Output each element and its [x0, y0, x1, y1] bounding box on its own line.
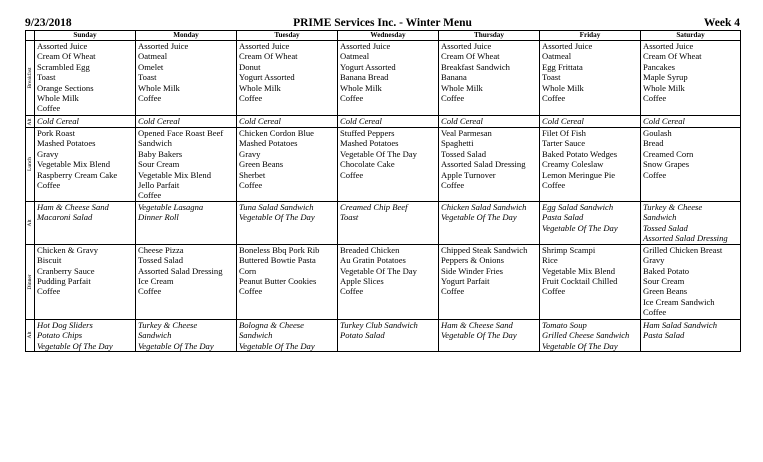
meal-row-dinner: [26, 244, 741, 319]
day-header: Friday: [540, 31, 641, 41]
menu-cell-tuesday: [237, 128, 338, 202]
menu-item: Oatmeal: [340, 51, 370, 62]
meal-label: Dinner: [26, 274, 33, 290]
corner-cell: [26, 31, 35, 41]
menu-item: Stuffed Peppers: [340, 128, 395, 138]
menu-item: Ice Cream Sandwich: [643, 296, 715, 307]
menu-item: Coffee: [340, 286, 364, 297]
meal-label-cell: [26, 319, 35, 351]
menu-item: Vegetable Of The Day: [138, 340, 214, 351]
meal-label: Alt: [26, 117, 33, 126]
menu-cell-sunday: [35, 244, 136, 319]
menu-item: Corn: [239, 265, 257, 276]
menu-item: Baked Potato: [643, 265, 690, 276]
menu-item: Grilled Chicken Breast: [643, 244, 723, 255]
menu-cell-saturday: [641, 244, 741, 319]
menu-item: Yogurt Assorted: [340, 61, 396, 72]
menu-item: Cold Cereal: [138, 116, 180, 126]
menu-item: Tuna Salad Sandwich: [239, 201, 314, 212]
menu-item: Egg Salad Sandwich: [542, 201, 614, 212]
menu-item: Vegetable Mix Blend: [138, 169, 212, 180]
menu-item: Orange Sections: [37, 82, 94, 93]
menu-item: Au Gratin Potatoes: [340, 255, 406, 266]
menu-item: Gravy: [239, 148, 261, 159]
menu-cell-saturday: [641, 319, 741, 351]
menu-item: Banana: [441, 72, 467, 83]
menu-item: Pancakes: [643, 61, 675, 72]
menu-item: Turkey & Cheese: [643, 201, 703, 212]
menu-item: Boneless Bbq Pork Rib: [239, 244, 320, 255]
menu-cell-monday: [136, 116, 237, 128]
menu-item: Ice Cream: [138, 276, 174, 287]
menu-item: Peppers & Onions: [441, 255, 505, 266]
menu-cell-monday: [136, 244, 237, 319]
menu-cell-tuesday: [237, 41, 338, 116]
menu-item: Cold Cereal: [542, 116, 584, 126]
menu-item: Baby Bakers: [138, 148, 183, 159]
menu-item: Mashed Potatoes: [239, 138, 298, 149]
menu-cell-friday: [540, 319, 641, 351]
menu-item: Oatmeal: [138, 51, 168, 62]
menu-item: Maple Syrup: [643, 72, 688, 83]
menu-item: Cream Of Wheat: [239, 51, 298, 62]
menu-item: Turkey Club Sandwich: [340, 319, 418, 330]
menu-item: Oatmeal: [542, 51, 572, 62]
menu-item: Cold Cereal: [340, 116, 382, 126]
menu-item: Assorted Juice: [37, 41, 88, 51]
menu-item: Biscuit: [37, 255, 62, 266]
day-header: Thursday: [439, 31, 540, 41]
menu-item: Gravy: [37, 148, 59, 159]
menu-item: Assorted Salad Dressing: [441, 159, 526, 170]
menu-item: Vegetable Of The Day: [340, 265, 417, 276]
menu-item: Coffee: [643, 307, 667, 318]
menu-item: Cold Cereal: [239, 116, 281, 126]
menu-item: Cream Of Wheat: [37, 51, 96, 62]
menu-header: [25, 17, 740, 30]
menu-item: Hot Dog Sliders: [37, 319, 93, 330]
menu-item: Cream Of Wheat: [441, 51, 500, 62]
menu-item: Vegetable Of The Day: [239, 212, 315, 223]
menu-cell-sunday: [35, 128, 136, 202]
menu-item: Ham Salad Sandwich: [643, 319, 717, 330]
menu-cell-thursday: [439, 116, 540, 128]
meal-row-snack-mid: [26, 201, 741, 244]
menu-item: Sour Cream: [643, 276, 685, 287]
menu-item: Snow Grapes: [643, 159, 690, 170]
menu-cell-friday: [540, 128, 641, 202]
meal-label-cell: [26, 201, 35, 244]
menu-item: Coffee: [138, 286, 162, 297]
menu-item: Pudding Parfait: [37, 276, 91, 287]
menu-item: Assorted Juice: [643, 41, 694, 51]
day-header: Tuesday: [237, 31, 338, 41]
menu-cell-monday: [136, 201, 237, 244]
menu-item: Coffee: [542, 180, 566, 191]
menu-cell-monday: [136, 128, 237, 202]
menu-cell-saturday: [641, 128, 741, 202]
menu-item: Toast: [138, 72, 157, 83]
menu-item: Chipped Steak Sandwich: [441, 244, 528, 255]
menu-cell-friday: [540, 41, 641, 116]
menu-item: Whole Milk: [138, 82, 180, 93]
menu-item: Coffee: [340, 93, 364, 104]
menu-item: Coffee: [138, 190, 162, 201]
menu-item: Omelet: [138, 61, 164, 72]
menu-item: Whole Milk: [239, 82, 281, 93]
day-header-row: [26, 31, 741, 41]
menu-cell-friday: [540, 116, 641, 128]
menu-item: Scrambled Egg: [37, 61, 90, 72]
menu-item: Vegetable Of The Day: [340, 148, 417, 159]
menu-item: Coffee: [441, 93, 465, 104]
menu-item: Coffee: [542, 93, 566, 104]
menu-item: Coffee: [239, 93, 263, 104]
menu-item: Assorted Salad Dressing: [643, 233, 728, 244]
menu-item: Chicken Salad Sandwich: [441, 201, 527, 212]
menu-cell-sunday: [35, 41, 136, 116]
menu-item: Banana Bread: [340, 72, 389, 83]
menu-item: Egg Frittata: [542, 61, 583, 72]
menu-cell-friday: [540, 244, 641, 319]
menu-item: Cranberry Sauce: [37, 265, 95, 276]
day-header: Saturday: [641, 31, 741, 41]
menu-item: Assorted Salad Dressing: [138, 265, 223, 276]
menu-item: Pasta Salad: [643, 330, 685, 341]
menu-item: Sandwich: [138, 330, 172, 341]
menu-cell-sunday: [35, 201, 136, 244]
menu-item: Yogurt Assorted: [239, 72, 295, 83]
menu-item: Grilled Cheese Sandwich: [542, 330, 630, 341]
menu-item: Fruit Cocktail Chilled: [542, 276, 618, 287]
menu-item: Coffee: [441, 180, 465, 191]
menu-item: Tossed Salad: [138, 255, 183, 266]
menu-item: Mashed Potatoes: [37, 138, 96, 149]
menu-item: Chicken Cordon Blue: [239, 128, 314, 138]
meal-label-cell: [26, 116, 35, 128]
menu-item: Vegetable Of The Day: [37, 340, 113, 351]
menu-item: Vegetable Of The Day: [239, 340, 315, 351]
menu-item: Coffee: [340, 169, 364, 180]
meal-label-cell: [26, 244, 35, 319]
menu-cell-monday: [136, 41, 237, 116]
meal-label-cell: [26, 41, 35, 116]
menu-cell-monday: [136, 319, 237, 351]
menu-item: Assorted Juice: [340, 41, 391, 51]
menu-cell-sunday: [35, 116, 136, 128]
menu-item: Coffee: [643, 93, 667, 104]
menu-item: Coffee: [643, 169, 667, 180]
menu-item: Cheese Pizza: [138, 244, 184, 255]
menu-cell-tuesday: [237, 116, 338, 128]
menu-item: Filet Of Fish: [542, 128, 586, 138]
menu-cell-tuesday: [237, 244, 338, 319]
menu-item: Sandwich: [138, 138, 172, 149]
menu-date: 9/23/2018: [25, 17, 72, 29]
menu-cell-saturday: [641, 201, 741, 244]
menu-item: Vegetable Mix Blend: [542, 265, 616, 276]
menu-item: Creamed Chip Beef: [340, 201, 408, 212]
menu-item: Sandwich: [643, 212, 677, 223]
menu-cell-thursday: [439, 201, 540, 244]
menu-item: Ham & Cheese Sand: [441, 319, 513, 330]
menu-item: Mashed Potatoes: [340, 138, 399, 149]
day-header: Monday: [136, 31, 237, 41]
menu-item: Side Winder Fries: [441, 265, 504, 276]
menu-item: Ham & Cheese Sand: [37, 201, 109, 212]
menu-item: Macaroni Salad: [37, 212, 93, 223]
menu-item: Vegetable Of The Day: [542, 222, 618, 233]
menu-item: Tomato Soup: [542, 319, 587, 330]
menu-cell-tuesday: [237, 201, 338, 244]
menu-item: Green Beans: [239, 159, 284, 170]
menu-item: Vegetable Of The Day: [441, 330, 517, 341]
menu-cell-saturday: [641, 41, 741, 116]
menu-item: Buttered Bowtie Pasta: [239, 255, 316, 266]
menu-item: Spaghetti: [441, 138, 474, 149]
menu-week: Week 4: [703, 17, 740, 29]
menu-item: Whole Milk: [542, 82, 584, 93]
menu-cell-saturday: [641, 116, 741, 128]
meal-label: Alt: [26, 219, 33, 227]
menu-item: Whole Milk: [340, 82, 382, 93]
menu-item: Rice: [542, 255, 558, 266]
menu-item: Toast: [542, 72, 561, 83]
menu-item: Chicken & Gravy: [37, 244, 99, 255]
menu-item: Apple Slices: [340, 276, 384, 287]
menu-item: Chocolate Cake: [340, 159, 395, 170]
menu-item: Assorted Juice: [441, 41, 492, 51]
menu-item: Cold Cereal: [643, 116, 685, 126]
menu-cell-wednesday: [338, 41, 439, 116]
meal-row-breakfast: [26, 41, 741, 116]
menu-item: Bologna & Cheese: [239, 319, 304, 330]
menu-item: Coffee: [37, 180, 61, 191]
menu-item: Pork Roast: [37, 128, 75, 138]
menu-item: Coffee: [239, 180, 263, 191]
menu-sheet: [25, 17, 740, 352]
menu-item: Coffee: [542, 286, 566, 297]
menu-item: Vegetable Of The Day: [542, 340, 618, 351]
menu-cell-wednesday: [338, 201, 439, 244]
menu-item: Vegetable Mix Blend: [37, 159, 111, 170]
menu-item: Shrimp Scampi: [542, 244, 596, 255]
menu-item: Gravy: [643, 255, 665, 266]
menu-item: Coffee: [239, 286, 263, 297]
menu-cell-thursday: [439, 244, 540, 319]
menu-item: Jello Parfait: [138, 180, 180, 191]
menu-item: Dinner Roll: [138, 212, 179, 223]
menu-body: [26, 41, 741, 352]
menu-item: Assorted Juice: [542, 41, 593, 51]
menu-item: Goulash: [643, 128, 672, 138]
menu-item: Apple Turnover: [441, 169, 496, 180]
meal-row-lunch: [26, 128, 741, 202]
menu-item: Coffee: [138, 93, 162, 104]
menu-item: Assorted Juice: [239, 41, 290, 51]
menu-item: Tarter Sauce: [542, 138, 586, 149]
menu-item: Cream Of Wheat: [643, 51, 702, 62]
menu-cell-thursday: [439, 319, 540, 351]
menu-cell-wednesday: [338, 128, 439, 202]
menu-item: Veal Parmesan: [441, 128, 492, 138]
menu-item: Baked Potato Wedges: [542, 148, 618, 159]
menu-item: Lemon Meringue Pie: [542, 169, 616, 180]
menu-item: Assorted Juice: [138, 41, 189, 51]
menu-cell-wednesday: [338, 244, 439, 319]
menu-cell-tuesday: [237, 319, 338, 351]
menu-item: Raspberry Cream Cake: [37, 169, 118, 180]
meal-label-cell: [26, 128, 35, 202]
day-header: Wednesday: [338, 31, 439, 41]
meal-label: Alt: [26, 331, 33, 339]
menu-item: Peanut Butter Cookies: [239, 276, 317, 287]
menu-item: Tossed Salad: [441, 148, 486, 159]
menu-item: Donut: [239, 61, 261, 72]
menu-cell-wednesday: [338, 319, 439, 351]
menu-item: Potato Chips: [37, 330, 83, 341]
menu-item: Pasta Salad: [542, 212, 584, 223]
day-header: Sunday: [35, 31, 136, 41]
menu-item: Sour Cream: [138, 159, 180, 170]
meal-row-snack-am: [26, 116, 741, 128]
menu-item: Turkey & Cheese: [138, 319, 198, 330]
menu-item: Creamed Corn: [643, 148, 694, 159]
menu-cell-sunday: [35, 319, 136, 351]
menu-item: Creamy Coleslaw: [542, 159, 604, 170]
menu-cell-friday: [540, 201, 641, 244]
menu-cell-wednesday: [338, 116, 439, 128]
menu-cell-thursday: [439, 128, 540, 202]
menu-item: Vegetable Of The Day: [441, 212, 517, 223]
meal-label: Breakfast: [26, 67, 33, 89]
menu-item: Whole Milk: [643, 82, 685, 93]
menu-cell-thursday: [439, 41, 540, 116]
menu-item: Coffee: [441, 286, 465, 297]
menu-item: Breakfast Sandwich: [441, 61, 510, 72]
menu-title: PRIME Services Inc. - Winter Menu: [293, 17, 472, 29]
menu-item: Yogurt Parfait: [441, 276, 490, 287]
menu-item: Bread: [643, 138, 664, 149]
menu-item: Green Beans: [643, 286, 688, 297]
menu-item: Toast: [340, 212, 359, 223]
menu-item: Tossed Salad: [643, 222, 688, 233]
menu-item: Cold Cereal: [37, 116, 79, 126]
menu-item: Breaded Chicken: [340, 244, 400, 255]
menu-item: Cold Cereal: [441, 116, 483, 126]
menu-table: [25, 30, 741, 352]
menu-item: Toast: [37, 72, 56, 83]
menu-item: Opened Face Roast Beef: [138, 128, 224, 138]
menu-item: Coffee: [37, 103, 61, 114]
menu-item: Sandwich: [239, 330, 273, 341]
menu-item: Whole Milk: [441, 82, 483, 93]
meal-row-snack-pm: [26, 319, 741, 351]
menu-item: Coffee: [37, 286, 61, 297]
menu-item: Whole Milk: [37, 93, 79, 104]
menu-item: Potato Salad: [340, 330, 385, 341]
meal-label: Lunch: [26, 157, 33, 172]
menu-item: Vegetable Lasagna: [138, 201, 204, 212]
menu-item: Sherbet: [239, 169, 266, 180]
